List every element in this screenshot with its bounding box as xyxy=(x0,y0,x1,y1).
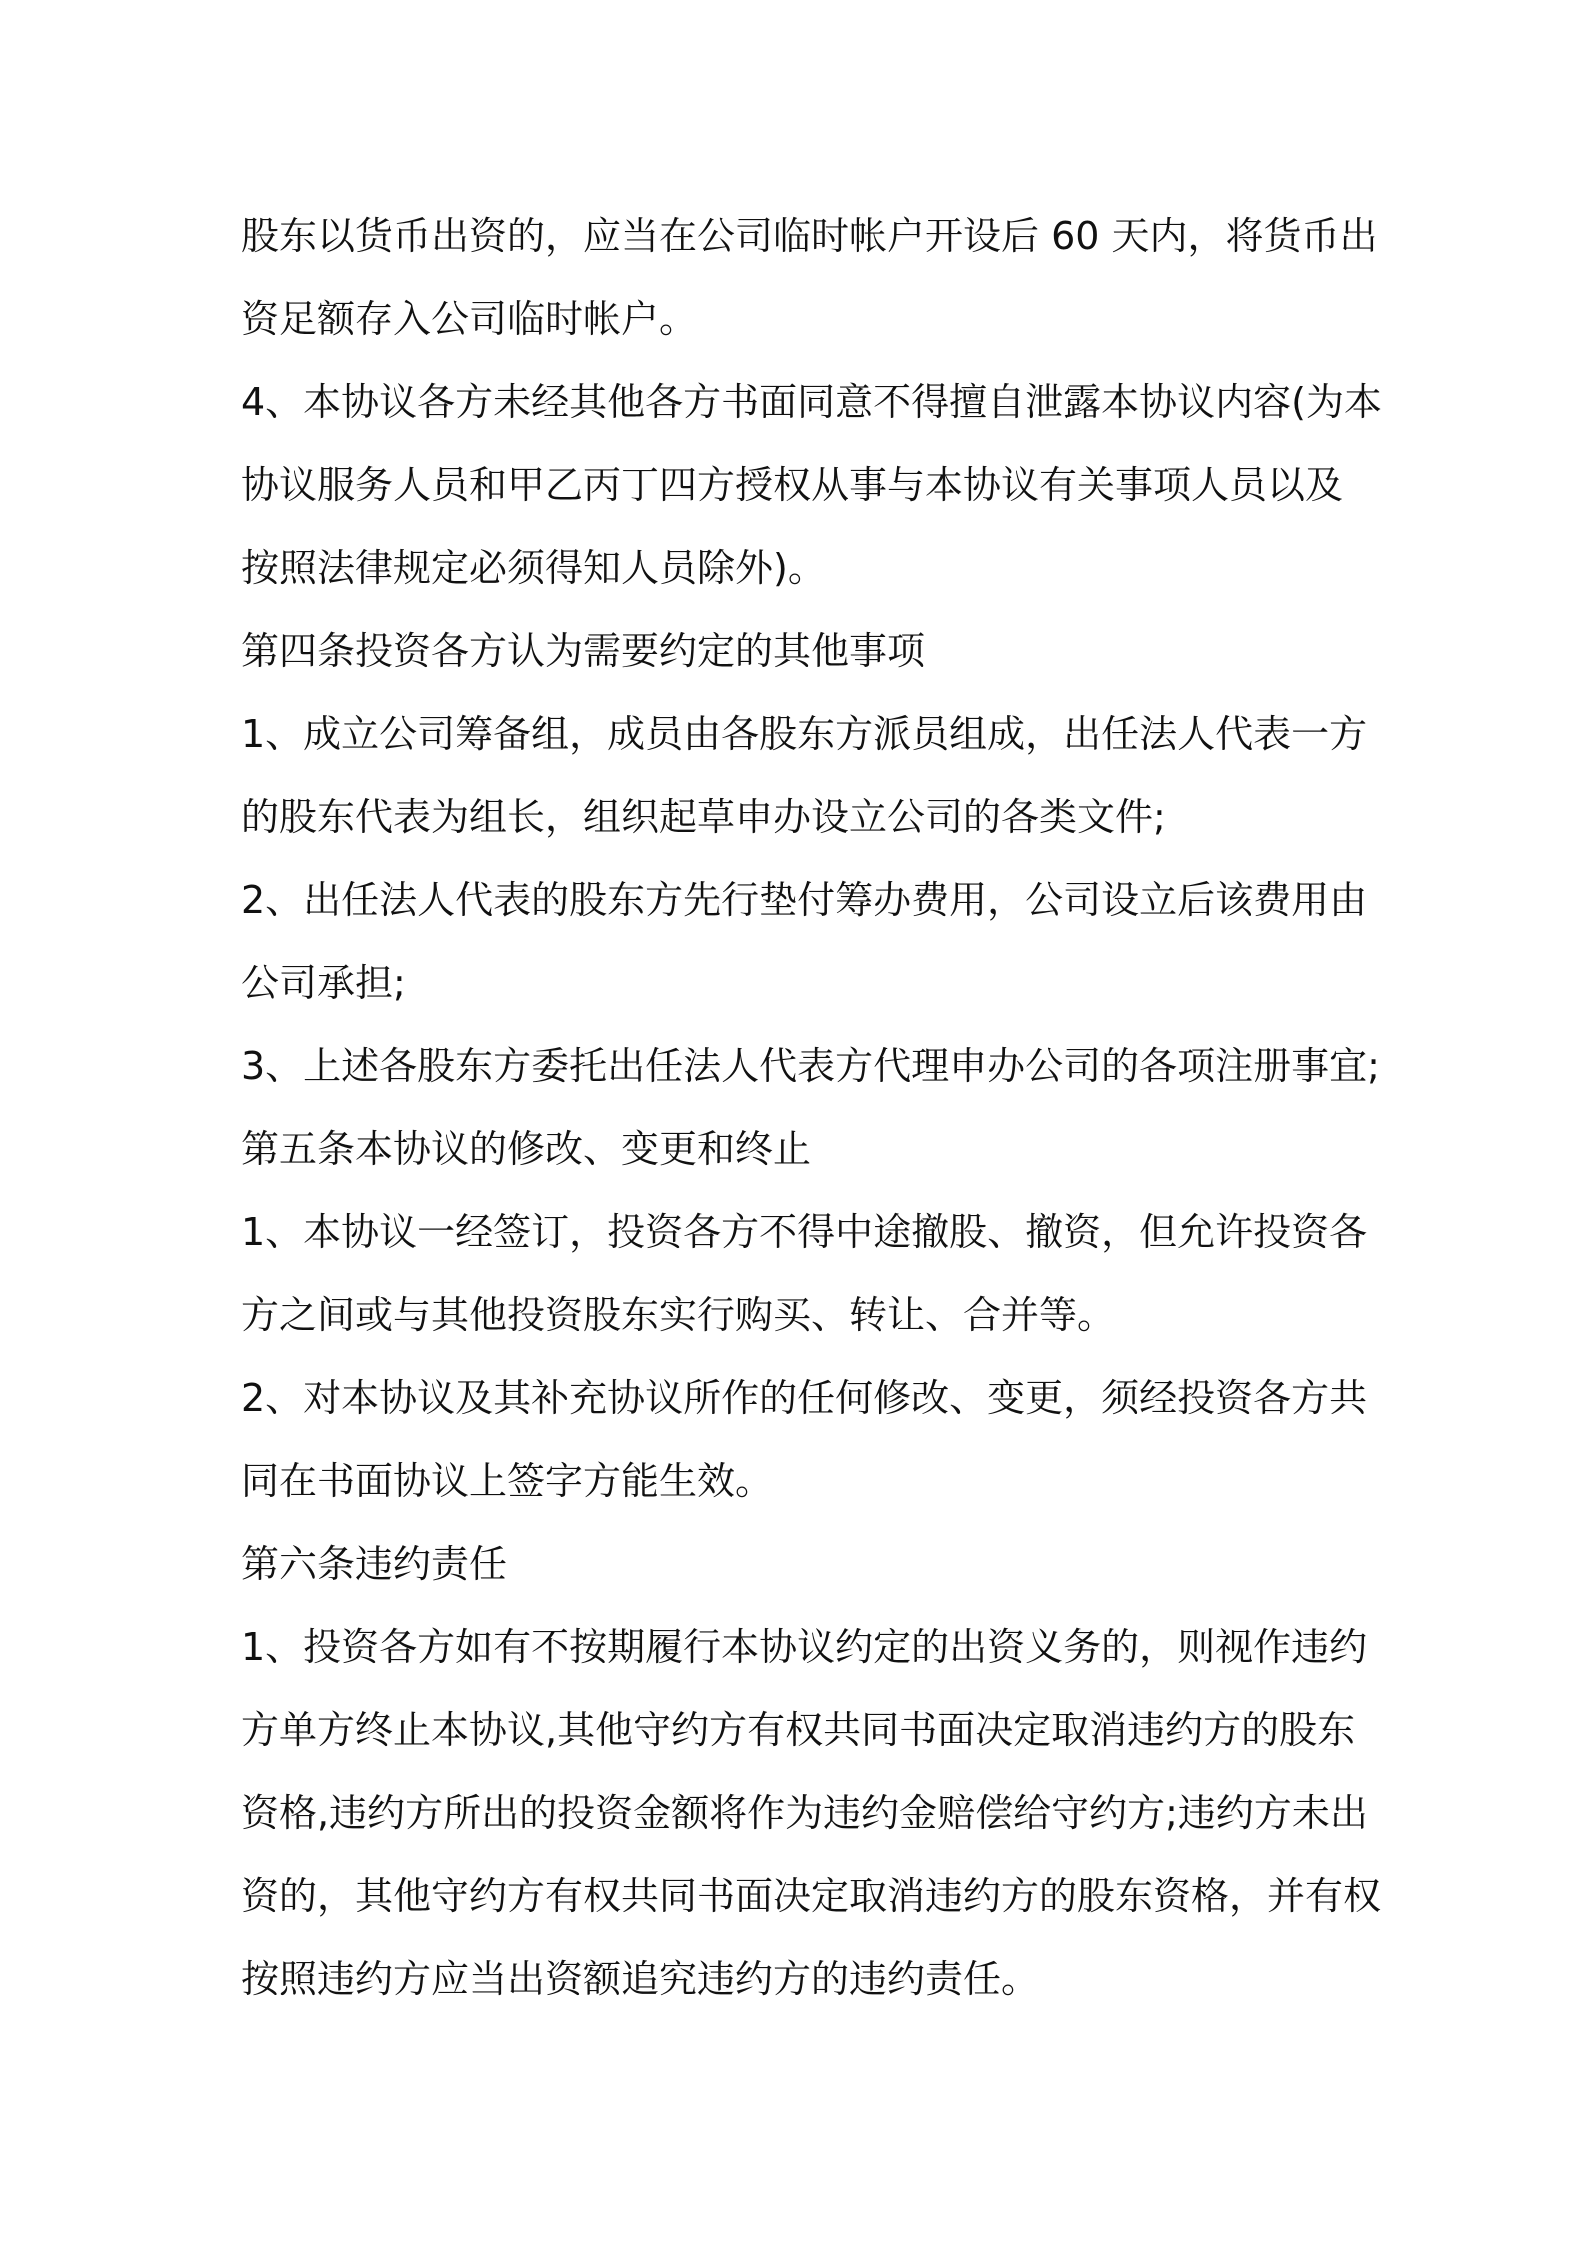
text-line: 资格,违约方所出的投资金额将作为违约金赔偿给守约方;违约方未出 xyxy=(241,1791,1368,1835)
text-line: 1、成立公司筹备组，成员由各股东方派员组成，出任法人代表一方 xyxy=(241,712,1368,756)
section-heading: 第五条本协议的修改、变更和终止 xyxy=(241,1127,812,1171)
text-line: 方单方终止本协议,其他守约方有权共同书面决定取消违约方的股东 xyxy=(241,1708,1356,1752)
text-line: 方之间或与其他投资股东实行购买、转让、合并等。 xyxy=(241,1293,1116,1337)
section-heading: 第四条投资各方认为需要约定的其他事项 xyxy=(241,629,926,673)
text-line: 2、对本协议及其补充协议所作的任何修改、变更，须经投资各方共 xyxy=(241,1376,1368,1420)
text-line: 按照违约方应当出资额追究违约方的违约责任。 xyxy=(241,1957,1040,2001)
text-line: 按照法律规定必须得知人员除外)。 xyxy=(241,546,826,590)
text-line: 1、投资各方如有不按期履行本协议约定的出资义务的，则视作违约 xyxy=(241,1625,1368,1669)
text-line: 的股东代表为组长，组织起草申办设立公司的各类文件; xyxy=(241,795,1166,839)
document-body xyxy=(241,195,1383,2021)
text-line: 同在书面协议上签字方能生效。 xyxy=(241,1459,774,1503)
text-line: 资足额存入公司临时帐户。 xyxy=(241,297,698,341)
text-line: 1、本协议一经签订，投资各方不得中途撤股、撤资，但允许投资各 xyxy=(241,1210,1368,1254)
text-line: 股东以货币出资的，应当在公司临时帐户开设后 60 天内，将货币出 xyxy=(241,214,1378,258)
section-heading: 第六条违约责任 xyxy=(241,1542,508,1586)
text-line: 2、出任法人代表的股东方先行垫付筹办费用，公司设立后该费用由 xyxy=(241,878,1368,922)
text-line: 3、上述各股东方委托出任法人代表方代理申办公司的各项注册事宜; xyxy=(241,1044,1380,1088)
text-line: 公司承担; xyxy=(241,961,406,1005)
text-line: 协议服务人员和甲乙丙丁四方授权从事与本协议有关事项人员以及 xyxy=(241,463,1344,507)
text-line: 资的，其他守约方有权共同书面决定取消违约方的股东资格，并有权 xyxy=(241,1874,1382,1918)
text-line: 4、本协议各方未经其他各方书面同意不得擅自泄露本协议内容(为本 xyxy=(241,380,1383,424)
